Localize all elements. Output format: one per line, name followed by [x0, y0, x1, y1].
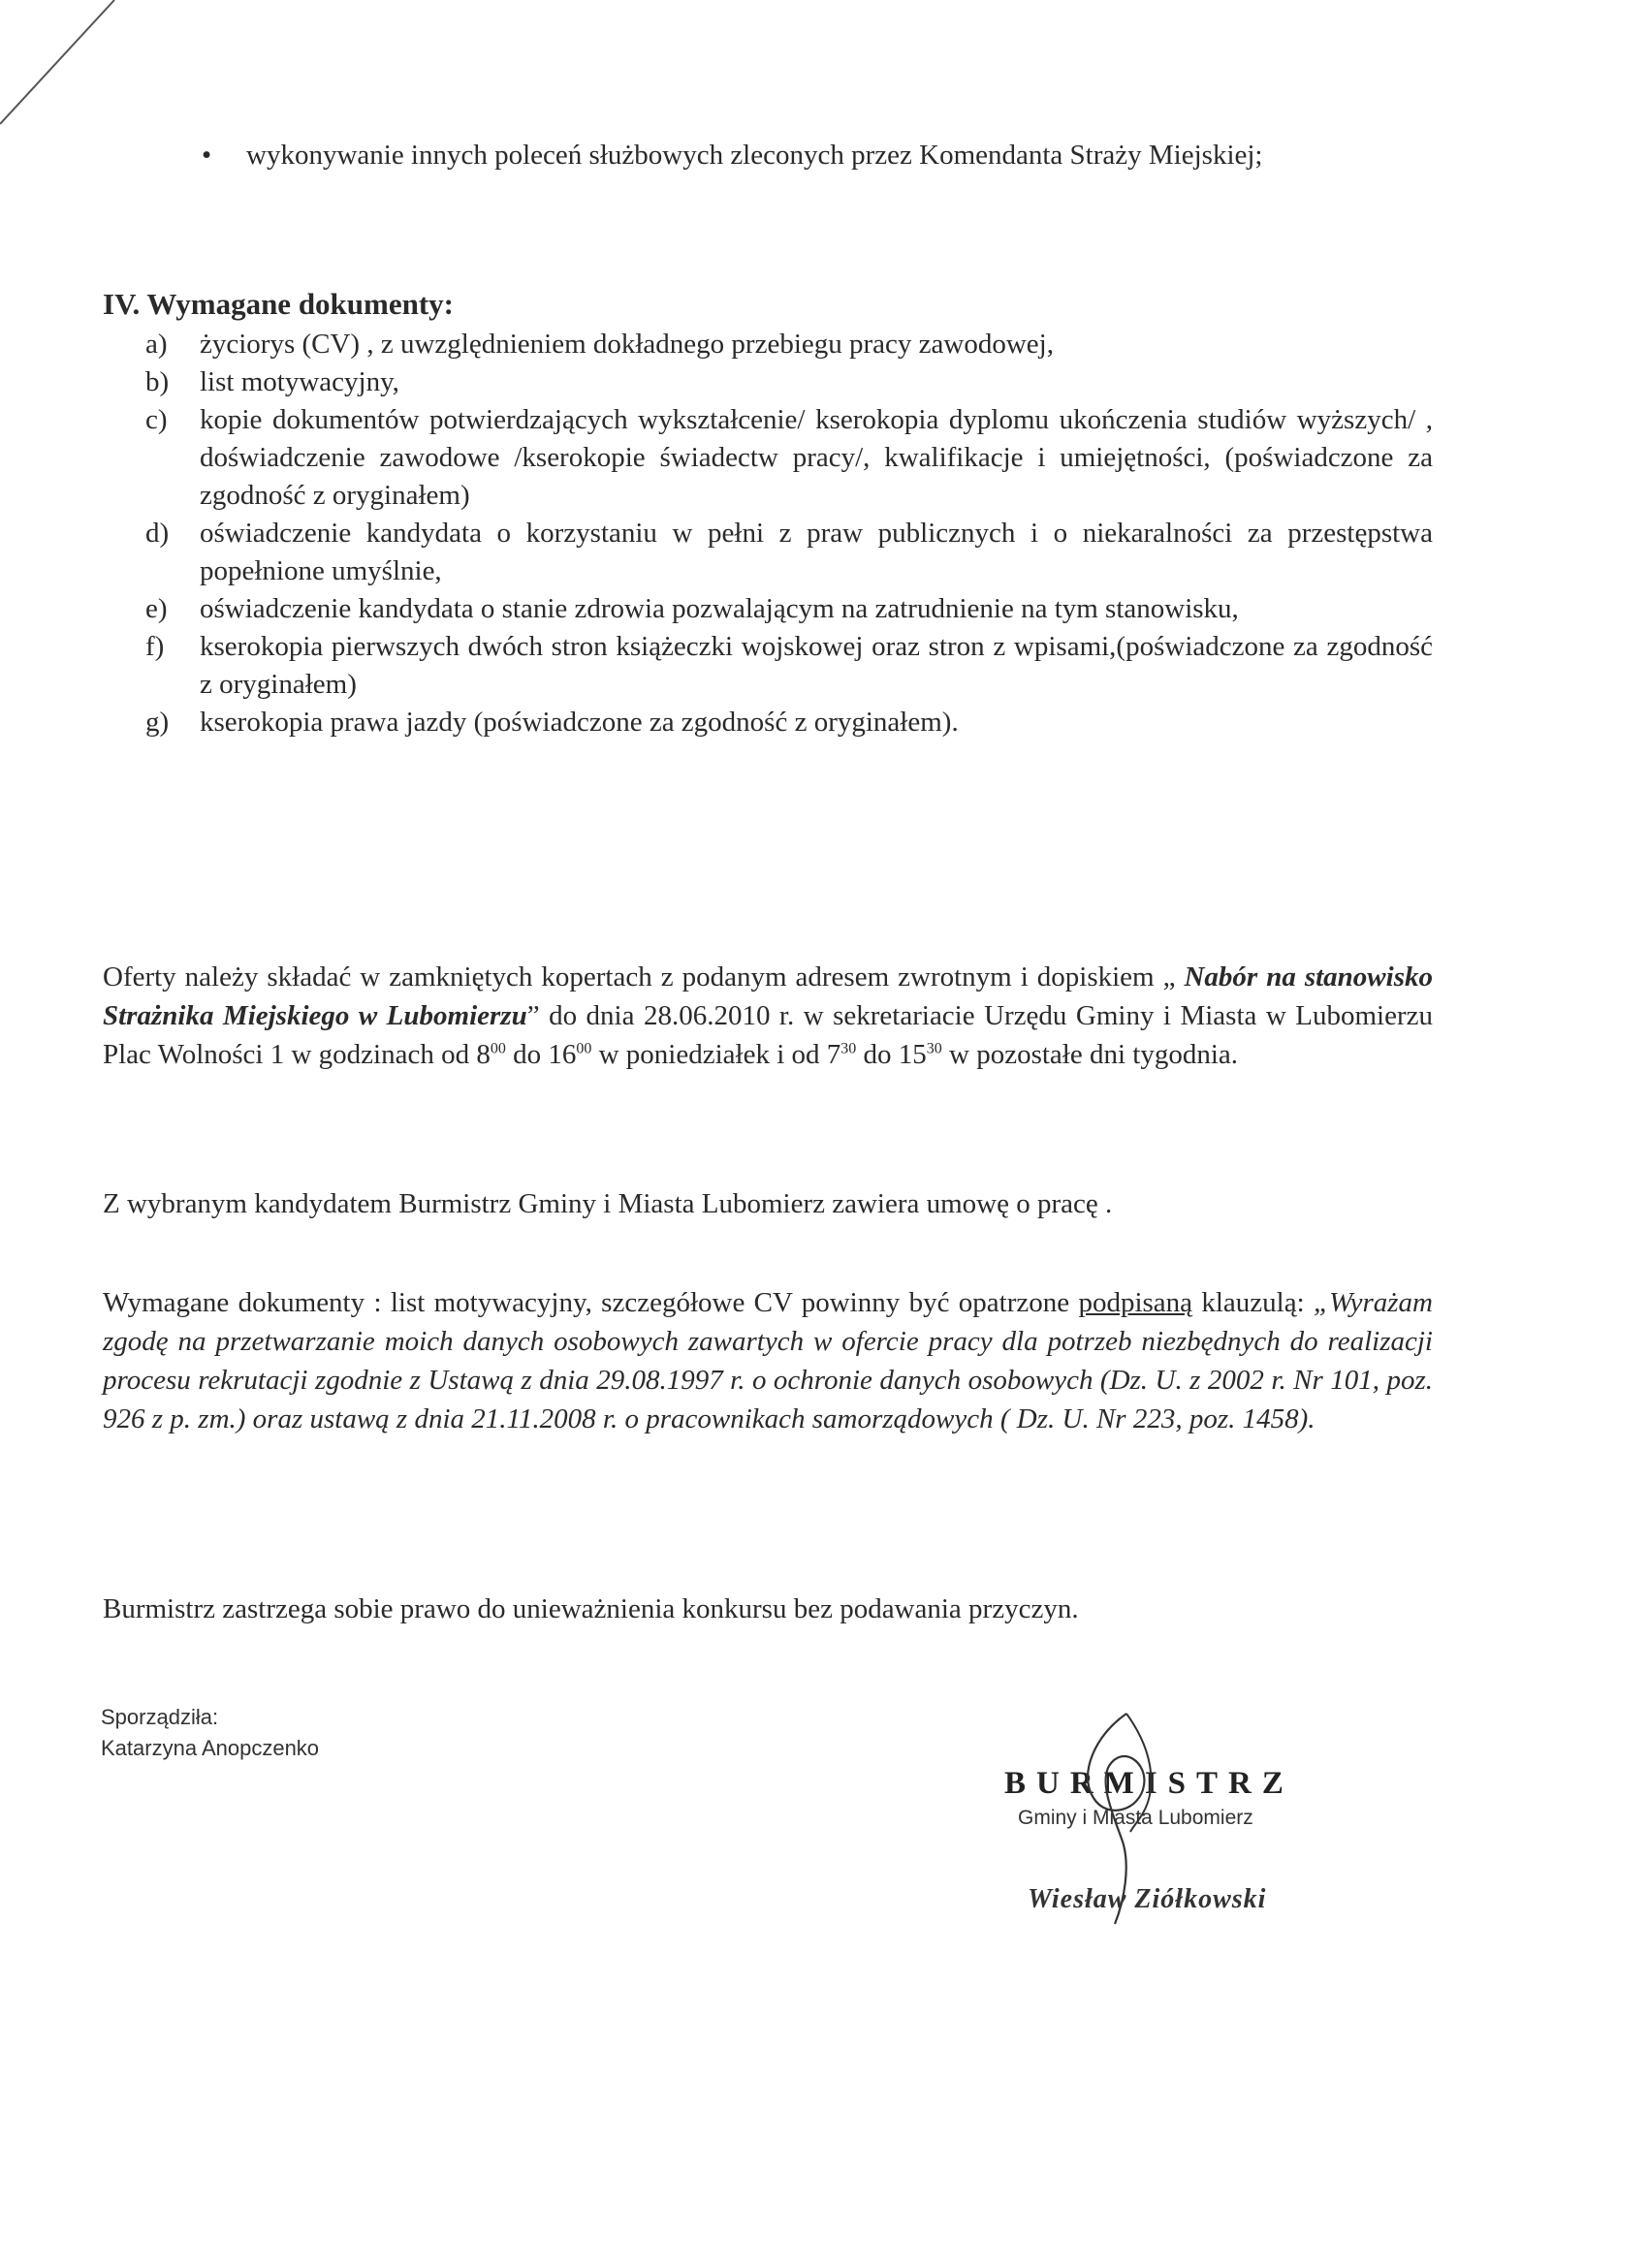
list-text: kserokopia prawa jazdy (poświadczone za zgodność z oryginałem).: [200, 707, 959, 738]
list-item: [145, 363, 1433, 401]
offers-text-5: do 15: [856, 1039, 927, 1070]
quote-open: „: [1162, 961, 1176, 992]
contract-paragraph: Z wybranym kandydatem Burmistrz Gminy i Miasta Lubomierz zawiera umowę o pracę .: [103, 1188, 1113, 1219]
list-text: oświadczenie kandydata o stanie zdrowia pozwalającym na zatrudnienie na tym stanowisku,: [200, 593, 1239, 624]
offers-paragraph: [103, 958, 1433, 1074]
required-documents-list: [145, 326, 1433, 741]
bullet-text: wykonywanie innych poleceń służbowych zleconych przez Komendanta Straży Miejskiej;: [246, 140, 1263, 171]
list-letter: b): [145, 366, 170, 397]
list-letter: f): [145, 631, 165, 662]
quote-close: ”: [526, 1000, 540, 1031]
consent-clause: „Wyrażam zgodę na przetwarzanie moich danych osobowych zawartych w ofercie pracy dla potrzeb niezbędnych do realizacji procesu rekrutacji zgodnie z Ustawą z dnia 29.08.1997 r. o ochronie danych osobowych (Dz. U. z 2002 r. Nr 101, poz. 926 z p. zm.) oraz ustawą z dnia 21.11.2008 r. o pracownikach samorządowych ( Dz. U. Nr 223, poz. 1458).: [103, 1287, 1433, 1434]
list-text: list motywacyjny,: [200, 366, 399, 397]
stamp-title: BURMISTRZ: [1004, 1766, 1294, 1801]
list-text: oświadczenie kandydata o korzystaniu w pełni z praw publicznych i o niekaralności za przestępstwa popełnione umyślnie,: [200, 518, 1433, 586]
offers-text-2: do dnia 28.06.2010 r. w sekretariacie Urzędu Gminy i Miasta w Lubomierzu Plac Wolności 1 w godzinach od 8: [103, 1000, 1433, 1070]
list-letter: g): [145, 707, 170, 738]
scan-corner-line: [0, 0, 136, 126]
consent-text-2: klauzulą:: [1192, 1287, 1314, 1318]
duties-bullet-item: [202, 136, 1433, 174]
offers-text-6: w pozostałe dni tygodnia.: [941, 1039, 1239, 1070]
list-item: [145, 590, 1433, 628]
time-superscript: 00: [576, 1040, 592, 1057]
list-letter: e): [145, 593, 168, 624]
offers-text-3: do 16: [505, 1039, 577, 1070]
prepared-by-name: Katarzyna Anopczenko: [101, 1736, 320, 1760]
list-letter: d): [145, 518, 170, 549]
handwritten-signature: [1066, 1706, 1173, 1929]
list-text: kserokopia pierwszych dwóch stron książeczki wojskowej oraz stron z wpisami,(poświadczone za zgodność z oryginałem): [200, 631, 1433, 700]
reservation-paragraph: Burmistrz zastrzega sobie prawo do unieważnienia konkursu bez podawania przyczyn.: [103, 1593, 1079, 1624]
stamp-name: Wiesław Ziółkowski: [1028, 1884, 1267, 1914]
consent-paragraph: [103, 1283, 1433, 1438]
consent-underlined: podpisaną: [1078, 1287, 1193, 1318]
offers-text-4: w poniedziałek i od 7: [591, 1039, 841, 1070]
time-superscript: 30: [840, 1040, 857, 1057]
list-item: [145, 326, 1433, 363]
list-text: kopie dokumentów potwierdzających wykształcenie/ kserokopia dyplomu ukończenia studiów wyższych/ , doświadczenie zawodowe /kserokopie świadectw pracy/, kwalifikacje i umiejętności, (poświadczone za zgodność z oryginałem): [200, 404, 1433, 511]
recruitment-title: Nabór na stanowisko Strażnika Miejskiego w Lubomierzu: [103, 961, 1433, 1031]
list-text: życiorys (CV) , z uwzględnieniem dokładnego przebiegu pracy zawodowej,: [200, 329, 1054, 360]
list-letter: a): [145, 329, 168, 360]
list-item: [145, 515, 1433, 590]
consent-text-1: Wymagane dokumenty : list motywacyjny, szczegółowe CV powinny być opatrzone: [103, 1287, 1079, 1318]
list-item: [145, 401, 1433, 515]
prepared-by: [101, 1702, 319, 1764]
list-letter: c): [145, 404, 168, 435]
stamp-subtitle: Gminy i Miasta Lubomierz: [1018, 1807, 1253, 1829]
offers-text-1: Oferty należy składać w zamkniętych kopertach z podanym adresem zwrotnym i dopiskiem: [103, 961, 1155, 992]
list-item: [145, 628, 1433, 704]
list-item: [145, 704, 1433, 741]
bullet-glyph: •: [202, 140, 212, 171]
time-superscript: 30: [926, 1040, 942, 1057]
prepared-by-label: Sporządziła:: [101, 1705, 219, 1729]
time-superscript: 00: [490, 1040, 506, 1057]
section-heading: IV. Wymagane dokumenty:: [103, 287, 455, 321]
